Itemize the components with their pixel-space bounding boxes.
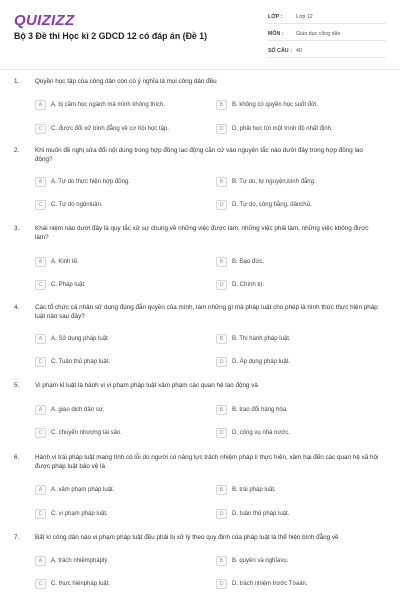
option-letter: A: [35, 257, 46, 267]
quizizz-logo: QUIZIZZ: [14, 12, 75, 29]
option-letter: D: [216, 428, 227, 438]
option-letter: B: [216, 100, 227, 110]
question-number: 1.: [14, 78, 20, 85]
question-number: 5.: [14, 382, 20, 389]
meta-panel: [268, 11, 386, 62]
option-letter: A: [35, 556, 46, 566]
option-text: B. không có quyền học suốt đời.: [232, 101, 318, 108]
meta-value: 40: [296, 48, 302, 54]
option-c[interactable]: [35, 198, 103, 211]
option-letter: B: [216, 556, 227, 566]
option-d[interactable]: [216, 122, 333, 135]
option-letter: B: [216, 334, 227, 344]
option-letter: C: [35, 509, 46, 519]
option-text: D. Chính trị.: [232, 281, 265, 288]
option-letter: B: [216, 405, 227, 415]
option-letter: A: [35, 485, 46, 495]
document-title: Bộ 3 Đề thi Học kì 2 GDCD 12 có đáp án (Đề 1): [14, 31, 208, 41]
option-letter: D: [216, 579, 227, 589]
meta-label: MÔN :: [268, 31, 284, 37]
option-text: D. Tự do, công bằng, dânchủ.: [232, 201, 312, 208]
option-letter: B: [216, 257, 227, 267]
option-text: C. chuyển nhượng tài sản.: [51, 429, 122, 436]
option-text: C. vi phạm pháp luật.: [51, 510, 108, 517]
option-letter: C: [35, 280, 46, 290]
question-text: Các tổ chức cá nhân sử dụng đúng đắn quyền của mình, làm những gì mà pháp luật cho phép là hình thức thực hiện pháp luật nào sau đây?: [35, 304, 378, 320]
option-text: C. thực hiệnpháp luật.: [51, 580, 111, 587]
meta-value: Lớp 12: [296, 14, 313, 20]
meta-value: Giáo dục công dân: [296, 31, 341, 37]
option-a[interactable]: [35, 403, 104, 416]
question-text: Bất kì công dân nào vi phạm pháp luật đều phải bị xử lý theo quy định của pháp luật là thể hiện bình đẳng về: [35, 534, 339, 541]
option-text: A. giao dịch dân sự.: [51, 406, 105, 413]
option-a[interactable]: [35, 255, 79, 268]
option-letter: C: [35, 124, 46, 134]
option-b[interactable]: [216, 403, 288, 416]
option-text: C. được đối xử bình đẳng về cơ hội học tập.: [51, 125, 169, 132]
option-a[interactable]: [35, 332, 109, 345]
option-letter: A: [35, 405, 46, 415]
meta-label: LỚP :: [268, 14, 283, 20]
question-text: Quyền học tập của công dân còn có ý nghĩa là mọi công dân đều: [35, 78, 217, 85]
option-text: A. Tự do thực hiện hợp đồng.: [51, 178, 130, 185]
option-text: B. Thi hành pháp luật.: [232, 335, 291, 342]
option-text: D. phải học tới một trình độ nhất định.: [232, 125, 333, 132]
option-letter: B: [216, 485, 227, 495]
option-text: D. trách nhiệm trước Tòaán.: [232, 580, 308, 587]
option-text: B. trao đổi hàng hóa.: [232, 406, 288, 413]
question-text: Vi phạm kỉ luật là hành vi vi phạm pháp luật xâm phạm các quan hệ lao động và: [35, 382, 258, 389]
option-c[interactable]: [35, 577, 110, 590]
option-b[interactable]: [216, 255, 264, 268]
option-d[interactable]: [216, 426, 290, 439]
option-letter: C: [35, 200, 46, 210]
option-text: A. Kinh tế.: [51, 258, 79, 265]
option-b[interactable]: [216, 554, 288, 567]
option-d[interactable]: [216, 278, 264, 291]
option-text: D. công vụ nhà nước.: [232, 429, 290, 436]
option-letter: C: [35, 579, 46, 589]
option-text: B. quyền và nghĩavụ.: [232, 557, 289, 564]
meta-row-class: [268, 11, 386, 24]
option-letter: A: [35, 100, 46, 110]
option-text: A. trách nhiệmpháplý.: [51, 557, 110, 564]
option-letter: C: [35, 428, 46, 438]
option-a[interactable]: [35, 98, 165, 111]
option-letter: A: [35, 334, 46, 344]
question-number: 4.: [14, 304, 20, 311]
option-b[interactable]: [216, 175, 316, 188]
option-d[interactable]: [216, 355, 290, 368]
meta-row-subject: [268, 28, 386, 41]
option-b[interactable]: [216, 332, 291, 345]
option-letter: D: [216, 357, 227, 367]
question-number: 7.: [14, 534, 20, 541]
question-text: Khi muốn đề nghị sửa đổi nội dung trong hợp đồng lao động căn cứ vào nguyên tắc nào dưới đây trong hợp đồng lao động?: [35, 147, 363, 163]
option-c[interactable]: [35, 122, 169, 135]
option-a[interactable]: [35, 483, 114, 496]
option-letter: B: [216, 177, 227, 187]
option-c[interactable]: [35, 507, 108, 520]
worksheet-header: [0, 0, 400, 70]
question-number: 2.: [14, 147, 20, 154]
option-d[interactable]: [216, 577, 308, 590]
option-d[interactable]: [216, 507, 289, 520]
option-text: A. bị cấm học ngành mà mình không thích.: [51, 101, 166, 108]
option-letter: C: [35, 357, 46, 367]
option-b[interactable]: [216, 483, 276, 496]
option-d[interactable]: [216, 198, 312, 211]
option-text: D. tuân thủ pháp luật.: [232, 510, 290, 517]
option-text: D. Áp dụng pháp luật.: [232, 358, 291, 365]
option-c[interactable]: [35, 355, 110, 368]
question-text: Hành vi trái pháp luật mang tính có lỗi do người có năng lực trách nhiệm pháp lí thực hiện, xâm hại đến các quan hệ xã hội được pháp luật bảo vệ là: [35, 454, 379, 470]
option-text: B. trái pháp luật.: [232, 486, 276, 493]
option-c[interactable]: [35, 278, 86, 291]
option-text: A. xâm phạm pháp luật.: [51, 486, 115, 493]
question-number: 6.: [14, 454, 20, 461]
option-text: B. Đạo đức.: [232, 258, 265, 265]
option-text: C. Pháp luật.: [51, 281, 86, 288]
option-text: A. Sử dụng pháp luật.: [51, 335, 110, 342]
option-text: C. Tuân thủ pháp luật.: [51, 358, 111, 365]
option-c[interactable]: [35, 426, 122, 439]
option-letter: A: [35, 177, 46, 187]
option-letter: D: [216, 200, 227, 210]
question-text: Khái niệm nào dưới đây là quy tắc xử sự chung về những việc được làm, những việc phải làm, những việc không được làm?: [35, 225, 369, 241]
option-b[interactable]: [216, 98, 318, 111]
question-number: 3.: [14, 225, 20, 232]
option-a[interactable]: [35, 554, 109, 567]
option-text: C. Tự do ngônluận.: [51, 201, 103, 208]
option-letter: D: [216, 509, 227, 519]
meta-label: SỐ CÂU :: [268, 48, 292, 54]
meta-row-count: [268, 45, 386, 58]
option-text: B. Tự do, tự nguyện,bình đẳng.: [232, 178, 316, 185]
option-letter: D: [216, 124, 227, 134]
option-a[interactable]: [35, 175, 130, 188]
option-letter: D: [216, 280, 227, 290]
